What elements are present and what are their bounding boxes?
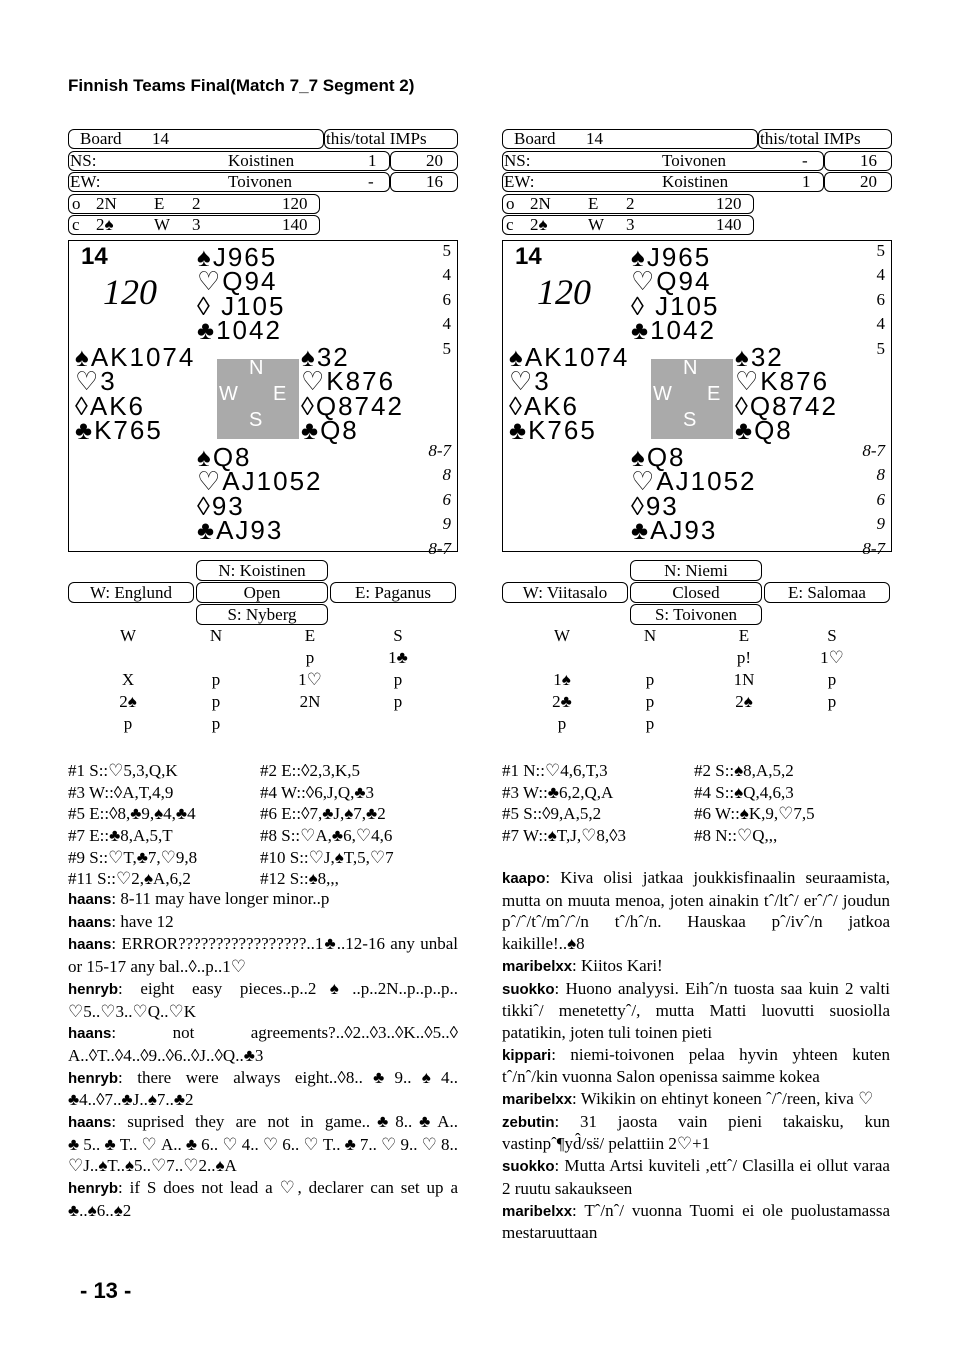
comment-author: henryb xyxy=(68,1180,119,1198)
trick-entry: #7 E::♣8,A,5,T xyxy=(68,826,173,846)
compass-letter: S xyxy=(683,408,697,431)
seat-north: N: Koistinen xyxy=(196,560,328,581)
trick-count: 8 xyxy=(876,465,885,484)
comment-separator: : xyxy=(551,1044,571,1064)
bid-cell: p xyxy=(211,669,221,689)
south-hand xyxy=(631,441,757,545)
header-row-5 xyxy=(68,214,458,236)
north-suit-line: ♣1042 xyxy=(197,315,282,345)
trick-count: 8-7 xyxy=(428,440,451,460)
header-cell-box xyxy=(390,172,458,192)
bid-cell: p xyxy=(645,669,655,689)
comment xyxy=(68,911,458,934)
header-cell: Toivonen xyxy=(228,172,292,191)
bidding-row xyxy=(68,626,458,648)
south-suit-line: ◊93 xyxy=(197,490,245,521)
west-suit-line: ◊AK6 xyxy=(75,390,145,421)
bid-cell: N xyxy=(209,625,223,645)
card-play-log-open xyxy=(68,760,458,890)
compass-box xyxy=(217,356,299,439)
south-suit-line: ♣AJ93 xyxy=(197,515,284,545)
south-suit-line: ♡AJ1052 xyxy=(631,466,757,496)
header-cell: Board xyxy=(514,129,556,148)
bidding-row xyxy=(502,670,892,692)
trick-entry: #4 W::◊6,J,Q,♣3 xyxy=(260,782,375,802)
comment-separator: : xyxy=(572,1200,585,1220)
comment-text: ERROR?????????????????..1♣..12-16 any unbal or 15-17 any bal..◊..p..1♡ xyxy=(68,934,458,977)
north-hand xyxy=(631,241,720,345)
header-row-4 xyxy=(68,193,458,215)
header-cell: W xyxy=(588,215,605,234)
bid-cell: 1N xyxy=(733,669,755,689)
room-name: Open xyxy=(196,582,328,603)
comment xyxy=(502,1088,890,1111)
header-cell: 140 xyxy=(282,215,308,234)
trick-row xyxy=(68,825,458,847)
trick-count: 4 xyxy=(876,265,885,284)
trick-entry: #7 W::♠T,J,♡8,◊3 xyxy=(502,826,626,846)
header-cell: 1 xyxy=(368,150,377,170)
bidding-table xyxy=(68,626,458,736)
comment-author: haans xyxy=(68,936,112,954)
bid-cell: S xyxy=(393,625,403,645)
bid-cell: p xyxy=(827,691,837,711)
trick-row xyxy=(68,868,458,890)
bid-cell: 2♣ xyxy=(552,691,572,711)
west-hand xyxy=(509,341,630,445)
west-suit-line: ♠AK1074 xyxy=(75,341,196,372)
east-suit-line: ◊Q8742 xyxy=(301,390,404,421)
header-cell: o xyxy=(506,193,515,213)
trick-entry: #3 W::♣6,2,Q,A xyxy=(502,782,614,802)
header-cell: 2♠ xyxy=(96,215,114,234)
north-suit-line: ◊ J105 xyxy=(631,290,720,321)
north-suit-line: ♠J965 xyxy=(631,241,712,272)
board-panel-open xyxy=(68,128,458,736)
comment-text: there were always eight..◊8..♣9..♠4.. ♣4..◊7..♣J..♠7..♣2 xyxy=(68,1067,458,1110)
comment-author: maribelxx xyxy=(502,957,573,975)
compass-letter: W xyxy=(219,382,238,405)
header-cell: this/total IMPs xyxy=(326,129,427,148)
trick-entry: #9 S::♡T,♣7,♡9,8 xyxy=(68,847,198,867)
trick-count: 4 xyxy=(442,314,451,333)
bid-cell: 2N xyxy=(299,691,321,711)
compass-letter: N xyxy=(683,356,698,379)
north-suit-line: ◊ J105 xyxy=(197,290,286,321)
trick-entry: #2 S::♠8,A,5,2 xyxy=(694,761,794,780)
comment-separator: : xyxy=(572,955,582,975)
trick-count: 9 xyxy=(442,514,451,533)
south-suit-line: ♡AJ1052 xyxy=(197,466,323,496)
bid-cell: p xyxy=(827,669,837,689)
trick-entry: #6 W::♠K,9,♡7,5 xyxy=(694,804,815,824)
bidding-row xyxy=(502,692,892,714)
header-cell: 3 xyxy=(192,215,201,234)
trick-count: 8-7 xyxy=(862,538,885,558)
header-cell: 14 xyxy=(152,129,169,148)
header-cell-box xyxy=(824,151,892,171)
header-cell-box xyxy=(824,172,892,192)
bid-cell: 2♠ xyxy=(119,691,137,711)
header-cell: 20 xyxy=(426,150,443,170)
header-row-4 xyxy=(502,193,892,215)
header-cell: 20 xyxy=(860,172,877,191)
comment-separator: : xyxy=(118,1178,130,1198)
comment-author: henryb xyxy=(68,980,119,998)
comment xyxy=(68,888,458,911)
trick-row xyxy=(502,825,892,847)
tricks-bottom xyxy=(862,439,885,562)
comment-author: haans xyxy=(68,1025,112,1043)
trick-entry: #4 S::♠Q,4,6,3 xyxy=(694,782,794,802)
comment-text: Kiitos Kari! xyxy=(581,955,663,975)
comment-separator: : xyxy=(111,1112,128,1132)
trick-count: 8 xyxy=(442,465,451,484)
bid-cell: E xyxy=(738,625,750,645)
trick-count: 9 xyxy=(876,514,885,533)
compass-letter: N xyxy=(249,356,264,379)
comment-text: suprised they are not in game..♣8..♣A.. ♣5..♣T..♡A..♣6..♡4..♡6..♡T..♣7..♡9..♡8.. ♡J..♠T..♠5..♡7..♡2..♠A xyxy=(68,1112,458,1176)
header-row-3 xyxy=(68,171,458,193)
header-row-2 xyxy=(502,150,892,172)
trick-row xyxy=(68,847,458,869)
comment-separator: : xyxy=(118,1067,138,1087)
bid-cell: W xyxy=(119,625,137,645)
seat-names xyxy=(68,560,458,626)
header-cell: Toivonen xyxy=(662,150,726,170)
deal-diagram xyxy=(502,240,892,558)
trick-count: 5 xyxy=(442,240,451,260)
kibitzer-comments-closed xyxy=(502,867,890,1244)
seat-north: N: Niemi xyxy=(630,560,762,581)
trick-entry: #8 N::♡Q,,, xyxy=(694,826,778,846)
header-cell: 3 xyxy=(626,215,635,234)
east-suit-line: ◊Q8742 xyxy=(735,390,838,421)
bid-cell: N xyxy=(643,625,657,645)
comment-author: maribelxx xyxy=(502,1202,573,1220)
header-row-5 xyxy=(502,214,892,236)
comment-separator: : xyxy=(554,978,566,998)
header-cell: 1 xyxy=(802,172,811,191)
bid-cell: p xyxy=(305,647,315,667)
east-suit-line: ♠32 xyxy=(301,341,350,372)
seat-names xyxy=(502,560,892,626)
comment xyxy=(68,1111,458,1177)
bidding-row xyxy=(68,692,458,714)
comment-author: maribelxx xyxy=(502,1091,573,1109)
trick-count: 6 xyxy=(876,289,885,309)
header-row-2 xyxy=(68,150,458,172)
bidding-row xyxy=(68,648,458,670)
compass-letter: S xyxy=(249,408,263,431)
west-suit-line: ♠AK1074 xyxy=(509,341,630,372)
east-suit-line: ♡K876 xyxy=(735,366,830,396)
seat-south: S: Nyberg xyxy=(196,604,328,625)
comment-author: haans xyxy=(68,891,112,908)
comment-separator: : xyxy=(572,1089,581,1109)
header-cell: Board xyxy=(80,129,122,148)
comment xyxy=(68,978,458,1022)
bidding-row xyxy=(502,626,892,648)
trick-entry: #8 S::♡A,♣6,♡4,6 xyxy=(260,826,393,846)
comment-author: henryb xyxy=(68,1069,119,1087)
bid-cell: 1♠ xyxy=(553,669,571,689)
trick-count: 6 xyxy=(876,489,885,509)
comment xyxy=(502,1044,890,1088)
header-cell: Koistinen xyxy=(228,150,295,170)
trick-entry: #6 E::◊7,♣J,♠7,♣2 xyxy=(260,804,386,824)
north-hand xyxy=(197,241,286,345)
bidding-row xyxy=(68,714,458,736)
comment xyxy=(68,933,458,977)
trick-entry: #5 S::◊9,A,5,2 xyxy=(502,804,602,824)
comment-author: zebutin xyxy=(502,1113,555,1131)
north-suit-line: ♡Q94 xyxy=(631,266,712,296)
header-cell: - xyxy=(368,172,374,191)
trick-entry: #3 W::◊A,T,4,9 xyxy=(68,782,174,802)
comment xyxy=(68,1067,458,1111)
comment-text: have 12 xyxy=(120,911,174,931)
header-cell: E xyxy=(588,193,599,213)
comment-text: Kiva olisi jatkaa joukkisfinaalin seuraamista, mutta on muuta menoa, joten ainakin tˆ/ltˆ/ erˆ/ˆ/ joudun pˆ/ˆ/tˆ/mˆ/ˆ/n tˆ/hˆ/n. Hauskaa pˆ/ivˆ/n jatkoa kaikille!..♠8 xyxy=(502,868,890,954)
north-suit-line: ♠J965 xyxy=(197,241,278,272)
trick-row xyxy=(68,782,458,804)
east-suit-line: ♣Q8 xyxy=(735,415,793,445)
seat-east: E: Salomaa xyxy=(764,582,890,603)
comment xyxy=(502,1155,890,1199)
bid-cell: p xyxy=(211,691,221,711)
trick-count: 4 xyxy=(876,314,885,333)
header-cell: Koistinen xyxy=(662,172,729,191)
west-hand xyxy=(75,341,196,445)
compass-box xyxy=(651,356,733,439)
bid-cell: S xyxy=(827,625,837,645)
comment-author: haans xyxy=(68,913,112,931)
bid-cell: p xyxy=(123,713,133,733)
east-hand xyxy=(735,341,838,445)
bid-cell: p xyxy=(211,713,221,733)
header-cell: 2N xyxy=(96,193,117,213)
bid-cell: W xyxy=(553,625,571,645)
header-cell: 14 xyxy=(586,129,603,148)
bid-cell: p xyxy=(393,669,403,689)
header-cell: 16 xyxy=(860,150,877,170)
seat-west: W: Viitasalo xyxy=(502,582,628,603)
header-cell: o xyxy=(72,193,81,213)
comment xyxy=(502,978,890,1044)
bid-cell: p xyxy=(645,713,655,733)
bid-cell: 1♣ xyxy=(388,647,408,667)
comment-text: Wikikin on ehtinyt koneen ˆ/ˆ/reen, kiva ♡ xyxy=(580,1089,874,1109)
header-cell: 140 xyxy=(716,215,742,234)
trick-row xyxy=(502,760,892,782)
header-cell: NS: xyxy=(70,150,97,170)
bidding-table xyxy=(502,626,892,736)
page-number: - 13 - xyxy=(80,1278,132,1303)
tricks-top xyxy=(443,239,452,362)
header-cell: 2N xyxy=(530,193,551,213)
comment-text: niemi-toivonen pelaa hyvin yhteen kuten tˆ/nˆ/kin vuonna Salon openissa saimme kokea xyxy=(502,1044,890,1087)
seat-south: S: Toivonen xyxy=(630,604,762,625)
north-suit-line: ♣1042 xyxy=(631,315,716,345)
trick-entry: #5 E::◊8,♣9,♠4,♣4 xyxy=(68,804,196,824)
trick-row xyxy=(68,760,458,782)
header-cell: c xyxy=(72,215,80,234)
comment-text: Mutta Artsi kuviteli ,ettˆ/ Clasilla ei ollut varaa 2 ruutu sakaukseen xyxy=(502,1156,890,1198)
comment-separator: : xyxy=(111,911,121,931)
comment xyxy=(502,867,890,955)
trick-count: 5 xyxy=(876,338,885,358)
trick-entry: #1 N::♡4,6,T,3 xyxy=(502,761,608,780)
compass-letter: E xyxy=(707,382,721,405)
comment-text: 8-11 may have longer minor..p xyxy=(120,889,330,908)
bid-cell: p xyxy=(393,691,403,711)
header-cell: - xyxy=(802,150,808,170)
comment xyxy=(68,1177,458,1221)
trick-count: 4 xyxy=(442,265,451,284)
bid-cell: 2♠ xyxy=(735,691,753,711)
board-score: 120 xyxy=(103,271,157,312)
header-row-3 xyxy=(502,171,892,193)
header-row-1 xyxy=(502,128,892,150)
header-cell: 120 xyxy=(716,193,742,213)
header-cell: 16 xyxy=(426,172,443,191)
south-suit-line: ♠Q8 xyxy=(631,441,686,472)
comment-separator: : xyxy=(545,868,561,887)
comment-separator: : xyxy=(554,1111,580,1131)
north-suit-line: ♡Q94 xyxy=(197,266,278,296)
comment-author: haans xyxy=(68,1114,112,1132)
trick-entry: #1 S::♡5,3,Q,K xyxy=(68,761,178,780)
comment xyxy=(502,1111,890,1155)
compass-letter: W xyxy=(653,382,672,405)
comment-text: eight easy pieces..p..2♠..p..2N..p..p..p.. ♡5..♡3..♡Q..♡K xyxy=(68,978,459,1021)
header-cell: EW: xyxy=(504,172,535,191)
comment-author: kippari xyxy=(502,1046,552,1064)
board-panel-closed xyxy=(502,128,892,736)
page-title: Finnish Teams Final(Match 7_7 Segment 2) xyxy=(68,76,415,95)
deal-diagram xyxy=(68,240,458,558)
comment-author: kaapo xyxy=(502,870,546,887)
bid-cell: p! xyxy=(736,647,752,667)
header-cell: c xyxy=(506,215,514,234)
card-play-log-closed xyxy=(502,760,892,847)
header-cell: W xyxy=(154,215,171,234)
south-hand xyxy=(197,441,323,545)
board-score: 120 xyxy=(537,271,591,312)
bid-cell: X xyxy=(121,669,135,689)
west-suit-line: ♡3 xyxy=(75,366,117,396)
bid-cell: 1♡ xyxy=(820,647,844,667)
tricks-bottom xyxy=(428,439,451,562)
tricks-top xyxy=(877,239,886,362)
trick-entry: #11 S::♡2,♠A,6,2 xyxy=(68,869,191,889)
trick-count: 5 xyxy=(876,240,885,260)
bid-cell: p xyxy=(645,691,655,711)
header-cell: NS: xyxy=(504,150,531,170)
comment-separator: : xyxy=(111,1023,173,1043)
south-suit-line: ◊93 xyxy=(631,490,679,521)
comment-separator: : xyxy=(111,889,121,908)
header-cell: this/total IMPs xyxy=(760,129,861,148)
east-hand xyxy=(301,341,404,445)
seat-east: E: Paganus xyxy=(330,582,456,603)
comment-author: suokko xyxy=(502,980,555,998)
header-cell: E xyxy=(154,193,165,213)
kibitzer-comments-open xyxy=(68,888,458,1222)
comment-text: not agreements?..◊2..◊3..◊K..◊5..◊ A..◊T..◊4..◊9..◊6..◊J..◊Q..♣3 xyxy=(68,1023,458,1065)
header-cell: EW: xyxy=(70,172,101,191)
trick-entry: #10 S::♡J,♠T,5,♡7 xyxy=(260,847,394,867)
bidding-row xyxy=(68,670,458,692)
bid-cell: p xyxy=(557,713,567,733)
comment-separator: : xyxy=(111,934,122,954)
header-cell: 120 xyxy=(282,193,308,213)
comment-text: if S does not lead a ♡, declarer can set up a ♣..♠6..♠2 xyxy=(68,1178,458,1220)
comment xyxy=(502,955,890,978)
east-suit-line: ♣Q8 xyxy=(301,415,359,445)
trick-entry: #12 S::♠8,,, xyxy=(260,869,339,889)
board-number: 14 xyxy=(515,242,542,270)
trick-row xyxy=(502,782,892,804)
room-name: Closed xyxy=(630,582,762,603)
comment-text: Tˆ/nˆ/ vuonna Tuomi ei ole puolustamassa mestaruuttaan xyxy=(502,1200,890,1243)
trick-row xyxy=(68,803,458,825)
trick-count: 6 xyxy=(442,489,451,509)
trick-count: 6 xyxy=(442,289,451,309)
header-cell: 2 xyxy=(192,193,201,213)
header-cell: 2 xyxy=(626,193,635,213)
comment-separator: : xyxy=(554,1156,565,1176)
trick-count: 8-7 xyxy=(862,440,885,460)
south-suit-line: ♠Q8 xyxy=(197,441,252,472)
bid-cell: E xyxy=(304,625,316,645)
compass-letter: E xyxy=(273,382,287,405)
west-suit-line: ♣K765 xyxy=(75,415,163,445)
trick-count: 5 xyxy=(442,338,451,358)
board-number: 14 xyxy=(81,242,108,270)
comment xyxy=(68,1022,458,1066)
west-suit-line: ◊AK6 xyxy=(509,390,579,421)
west-suit-line: ♣K765 xyxy=(509,415,597,445)
comment-separator: : xyxy=(118,978,141,998)
bid-cell: 1♡ xyxy=(298,669,322,689)
trick-count: 8-7 xyxy=(428,538,451,558)
seat-west: W: Englund xyxy=(68,582,194,603)
comment-author: suokko xyxy=(502,1158,555,1176)
bidding-row xyxy=(502,714,892,736)
header-row-1 xyxy=(68,128,458,150)
header-cell-box xyxy=(390,151,458,171)
east-suit-line: ♡K876 xyxy=(301,366,396,396)
bidding-row xyxy=(502,648,892,670)
trick-row xyxy=(502,803,892,825)
east-suit-line: ♠32 xyxy=(735,341,784,372)
comment xyxy=(502,1200,890,1244)
comment-text: 31 jaosta vain pieni takaisku, kun vastinpˆ¶yd̂/ss̈/ pelattiin 2♡+1 xyxy=(502,1111,890,1154)
header-cell: 2♠ xyxy=(530,215,548,234)
comment-text: Huono analyysi. Eihˆ/n tuosta saa kuin 2 valti tikkiˆ/ menetettyˆ/, mutta Matti luovutti suosiolla patatikin, joten tuli toinen pieti xyxy=(502,978,890,1042)
south-suit-line: ♣AJ93 xyxy=(631,515,718,545)
trick-entry: #2 E::◊2,3,K,5 xyxy=(260,761,361,780)
west-suit-line: ♡3 xyxy=(509,366,551,396)
